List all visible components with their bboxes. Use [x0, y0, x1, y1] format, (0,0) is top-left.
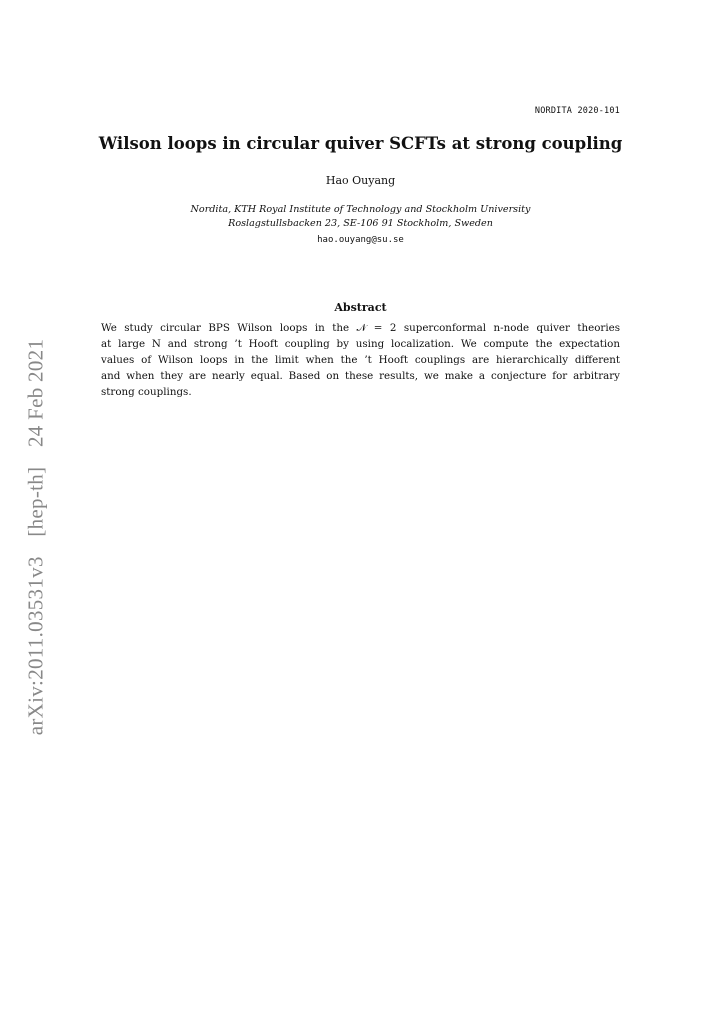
report-number: NORDITA 2020-101: [534, 106, 620, 116]
abstract-line-3: values of Wilson loops in the limit when the ’t Hooft couplings are hierarchically different: [101, 354, 620, 366]
abstract-line-2: at large N and strong ’t Hooft coupling by using localization. We compute the expectation: [101, 338, 620, 350]
affiliation-line-1: Nordita, KTH Royal Institute of Technology and Stockholm University: [190, 204, 531, 215]
abstract-line-5: strong couplings.: [101, 386, 192, 398]
arxiv-date: 24 Feb 2021: [23, 338, 48, 448]
author-name: Hao Ouyang: [325, 174, 396, 187]
abstract-heading: Abstract: [334, 301, 387, 314]
arxiv-id: arXiv:2011.03531v3: [23, 556, 48, 736]
abstract-line-4: and when they are nearly equal. Based on these results, we make a conjecture for arbitrary: [101, 370, 620, 382]
arxiv-category: [hep-th]: [23, 466, 48, 537]
author-email: hao.ouyang@su.se: [317, 235, 404, 245]
abstract-line-1: We study circular BPS Wilson loops in the 𝒩 = 2 superconformal n-node quiver theories: [101, 322, 620, 334]
arxiv-side-stamp: [24, 325, 49, 736]
abstract-body: [101, 320, 620, 400]
affiliation: [0, 203, 721, 231]
affiliation-line-2: Roslagstullsbacken 23, SE-106 91 Stockholm, Sweden: [228, 218, 493, 229]
paper-title: Wilson loops in circular quiver SCFTs at strong coupling: [98, 134, 623, 153]
